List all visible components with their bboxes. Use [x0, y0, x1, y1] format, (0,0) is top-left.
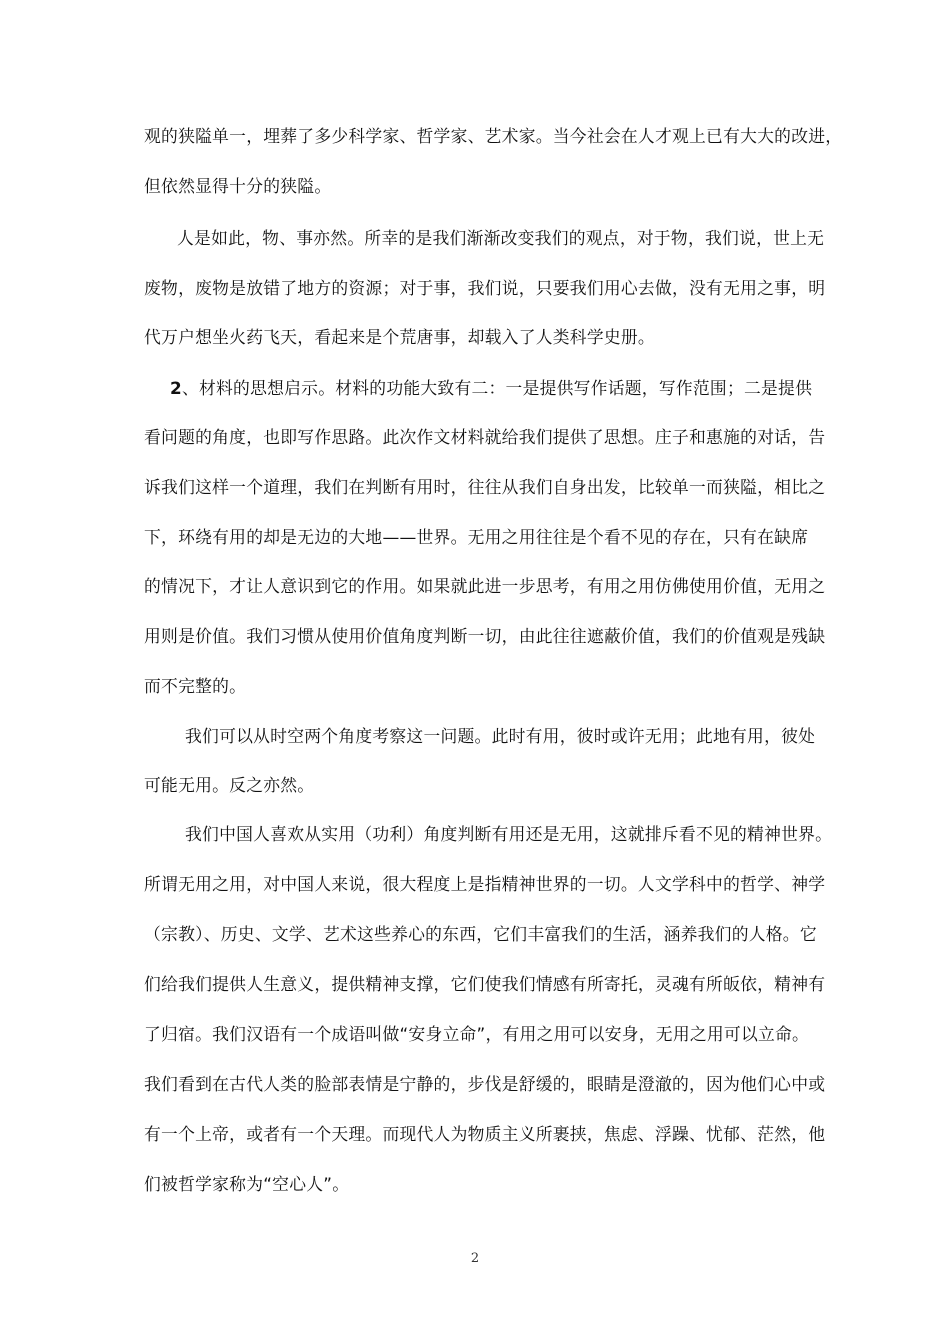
paragraph-line: 观的狭隘单一，埋葬了多少科学家、哲学家、艺术家。当今社会在人才观上已有大大的改进，	[144, 126, 843, 146]
paragraph-line: 而不完整的。	[144, 676, 247, 696]
paragraph-line: 废物，废物是放错了地方的资源；对于事，我们说，只要我们用心去做，没有无用之事，明	[144, 278, 826, 298]
paragraph-line: 有一个上帝，或者有一个天理。而现代人为物质主义所裹挟，焦虑、浮躁、忧郁、茫然，他	[144, 1124, 826, 1144]
paragraph-line: 我们可以从时空两个角度考察这一问题。此时有用，彼时或许无用；此地有用，彼处	[185, 726, 816, 746]
section-heading-text: 、材料的思想启示。材料的功能大致有二：一是提供写作话题，写作范围；二是提供	[181, 378, 813, 398]
paragraph-line: 可能无用。反之亦然。	[144, 775, 315, 795]
paragraph-line: 所谓无用之用，对中国人来说，很大程度上是指精神世界的一切。人文学科中的哲学、神学	[144, 874, 826, 894]
paragraph-line: 了归宿。我们汉语有一个成语叫做“安身立命”，有用之用可以安身，无用之用可以立命。	[144, 1024, 810, 1044]
paragraph-line: 们给我们提供人生意义，提供精神支撑，它们使我们情感有所寄托，灵魂有所皈依，精神有	[144, 974, 826, 994]
paragraph-line: 诉我们这样一个道理，我们在判断有用时，往往从我们自身出发，比较单一而狭隘，相比之	[144, 477, 826, 497]
paragraph-line: 我们看到在古代人类的脸部表情是宁静的，步伐是舒缓的，眼睛是澄澈的，因为他们心中或	[144, 1074, 826, 1094]
paragraph-line: 下，环绕有用的却是无边的大地——世界。无用之用往往是个看不见的存在，只有在缺席	[144, 527, 809, 547]
paragraph-line: 人是如此，物、事亦然。所幸的是我们渐渐改变我们的观点，对于物，我们说，世上无	[177, 228, 825, 248]
paragraph-line: 们被哲学家称为“空心人”。	[144, 1174, 350, 1194]
paragraph-line: 代万户想坐火药飞天，看起来是个荒唐事，却载入了人类科学史册。	[144, 327, 655, 347]
page-number: 2	[470, 1251, 480, 1266]
paragraph-line: 的情况下，才让人意识到它的作用。如果就此进一步思考，有用之用仿佛使用价值，无用之	[144, 576, 826, 596]
paragraph-line: 看问题的角度，也即写作思路。此次作文材料就给我们提供了思想。庄子和惠施的对话，告	[144, 427, 826, 447]
section-number: 2	[170, 378, 182, 398]
paragraph-line: 用则是价值。我们习惯从使用价值角度判断一切，由此往往遮蔽价值，我们的价值观是残缺	[144, 626, 826, 646]
paragraph-line: 我们中国人喜欢从实用（功利）角度判断有用还是无用，这就排斥看不见的精神世界。	[185, 824, 833, 844]
paragraph-line: 但依然显得十分的狭隘。	[144, 176, 332, 196]
paragraph-line: （宗教）、历史、文学、艺术这些养心的东西，它们丰富我们的生活，涵养我们的人格。它	[144, 924, 817, 944]
section-heading-line	[170, 373, 813, 403]
